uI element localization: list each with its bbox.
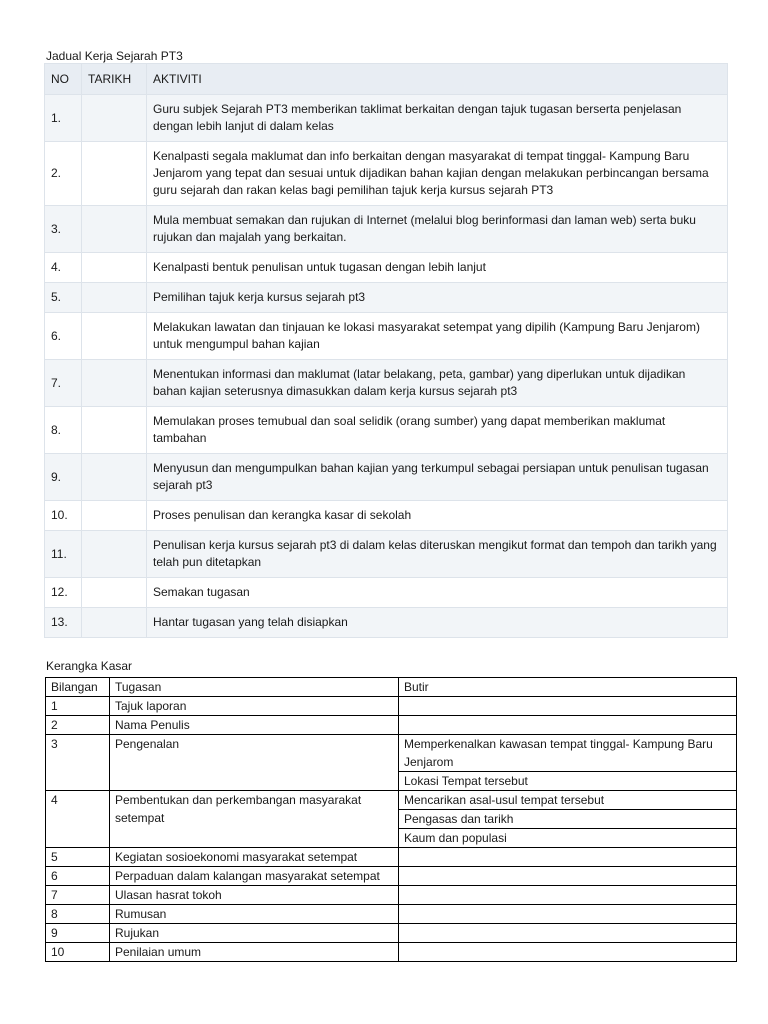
outline-cell-no: 4 xyxy=(46,791,110,848)
outline-cell-tugasan: Nama Penulis xyxy=(110,716,399,735)
outline-cell-tugasan: Rujukan xyxy=(110,924,399,943)
outline-cell-no: 9 xyxy=(46,924,110,943)
outline-row xyxy=(46,791,737,810)
outline-cell-butir: Memperkenalkan kawasan tempat tinggal- Kampung Baru Jenjarom xyxy=(399,735,737,772)
outline-cell-tugasan: Pengenalan xyxy=(110,735,399,791)
outline-cell-tugasan: Kegiatan sosioekonomi masyarakat setempat xyxy=(110,848,399,867)
schedule-cell-no: 6. xyxy=(45,313,82,360)
outline-cell-tugasan: Penilaian umum xyxy=(110,943,399,962)
schedule-row xyxy=(45,608,728,638)
outline-cell-butir xyxy=(399,697,737,716)
schedule-cell-tarikh xyxy=(82,578,147,608)
header-no: NO xyxy=(45,64,82,95)
outline-row xyxy=(46,905,737,924)
outline-cell-tugasan: Tajuk laporan xyxy=(110,697,399,716)
schedule-cell-tarikh xyxy=(82,206,147,253)
schedule-header-row xyxy=(45,64,728,95)
outline-row xyxy=(46,697,737,716)
schedule-cell-aktiviti: Kenalpasti segala maklumat dan info berkaitan dengan masyarakat di tempat tinggal- Kampung Baru Jenjarom yang tepat dan sesuai untuk dijadikan bahan kajian dengan melakukan perbincangan bersama guru sejarah dan rakan kelas bagi pemilihan tajuk kerja kursus sejarah PT3 xyxy=(147,142,728,206)
outline-row xyxy=(46,924,737,943)
outline-header-row xyxy=(46,678,737,697)
header-aktiviti: AKTIVITI xyxy=(147,64,728,95)
schedule-row xyxy=(45,95,728,142)
schedule-row xyxy=(45,253,728,283)
schedule-cell-tarikh xyxy=(82,454,147,501)
schedule-row xyxy=(45,578,728,608)
outline-cell-no: 3 xyxy=(46,735,110,791)
schedule-row xyxy=(45,454,728,501)
outline-row xyxy=(46,735,737,772)
outline-cell-butir: Mencarikan asal-usul tempat tersebut xyxy=(399,791,737,810)
schedule-cell-tarikh xyxy=(82,253,147,283)
schedule-row xyxy=(45,313,728,360)
schedule-cell-no: 10. xyxy=(45,501,82,531)
outline-cell-butir: Pengasas dan tarikh xyxy=(399,810,737,829)
outline-row xyxy=(46,848,737,867)
header-butir: Butir xyxy=(399,678,737,697)
schedule-title: Jadual Kerja Sejarah PT3 xyxy=(46,49,183,63)
outline-cell-no: 8 xyxy=(46,905,110,924)
schedule-cell-tarikh xyxy=(82,531,147,578)
outline-cell-tugasan: Perpaduan dalam kalangan masyarakat setempat xyxy=(110,867,399,886)
outline-row xyxy=(46,943,737,962)
schedule-cell-no: 8. xyxy=(45,407,82,454)
outline-cell-butir xyxy=(399,905,737,924)
schedule-table-body xyxy=(45,64,728,638)
outline-table xyxy=(45,677,737,962)
header-tarikh: TARIKH xyxy=(82,64,147,95)
schedule-cell-aktiviti: Pemilihan tajuk kerja kursus sejarah pt3 xyxy=(147,283,728,313)
schedule-cell-tarikh xyxy=(82,407,147,454)
schedule-cell-aktiviti: Guru subjek Sejarah PT3 memberikan taklimat berkaitan dengan tajuk tugasan berserta penjelasan dengan lebih lanjut di dalam kelas xyxy=(147,95,728,142)
outline-cell-tugasan: Pembentukan dan perkembangan masyarakat setempat xyxy=(110,791,399,848)
schedule-cell-tarikh xyxy=(82,95,147,142)
schedule-cell-aktiviti: Penulisan kerja kursus sejarah pt3 di dalam kelas diteruskan mengikut format dan tempoh dan tarikh yang telah pun ditetapkan xyxy=(147,531,728,578)
outline-cell-butir xyxy=(399,943,737,962)
outline-cell-no: 1 xyxy=(46,697,110,716)
schedule-cell-aktiviti: Melakukan lawatan dan tinjauan ke lokasi masyarakat setempat yang dipilih (Kampung Baru Jenjarom) untuk mengumpul bahan kajian xyxy=(147,313,728,360)
schedule-row xyxy=(45,407,728,454)
schedule-cell-aktiviti: Memulakan proses temubual dan soal selidik (orang sumber) yang dapat memberikan maklumat tambahan xyxy=(147,407,728,454)
outline-cell-no: 6 xyxy=(46,867,110,886)
schedule-cell-aktiviti: Menentukan informasi dan maklumat (latar belakang, peta, gambar) yang diperlukan untuk dijadikan bahan kajian seterusnya dimasukkan dalam kerja kursus sejarah pt3 xyxy=(147,360,728,407)
schedule-cell-no: 1. xyxy=(45,95,82,142)
outline-cell-butir xyxy=(399,848,737,867)
schedule-cell-no: 4. xyxy=(45,253,82,283)
schedule-row xyxy=(45,501,728,531)
outline-cell-tugasan: Rumusan xyxy=(110,905,399,924)
outline-table-body xyxy=(46,678,737,962)
outline-cell-butir: Kaum dan populasi xyxy=(399,829,737,848)
schedule-cell-aktiviti: Mula membuat semakan dan rujukan di Internet (melalui blog berinformasi dan laman web) serta buku rujukan dan majalah yang berkaitan. xyxy=(147,206,728,253)
outline-title: Kerangka Kasar xyxy=(46,659,133,673)
schedule-row xyxy=(45,531,728,578)
schedule-cell-no: 12. xyxy=(45,578,82,608)
outline-cell-no: 2 xyxy=(46,716,110,735)
schedule-cell-tarikh xyxy=(82,142,147,206)
schedule-cell-no: 13. xyxy=(45,608,82,638)
outline-cell-butir: Lokasi Tempat tersebut xyxy=(399,772,737,791)
header-tugasan: Tugasan xyxy=(110,678,399,697)
schedule-cell-aktiviti: Kenalpasti bentuk penulisan untuk tugasan dengan lebih lanjut xyxy=(147,253,728,283)
outline-cell-butir xyxy=(399,924,737,943)
schedule-cell-tarikh xyxy=(82,313,147,360)
outline-cell-butir xyxy=(399,716,737,735)
outline-cell-no: 10 xyxy=(46,943,110,962)
schedule-cell-no: 3. xyxy=(45,206,82,253)
schedule-cell-aktiviti: Proses penulisan dan kerangka kasar di sekolah xyxy=(147,501,728,531)
schedule-cell-tarikh xyxy=(82,283,147,313)
schedule-row xyxy=(45,206,728,253)
schedule-cell-tarikh xyxy=(82,608,147,638)
header-bilangan: Bilangan xyxy=(46,678,110,697)
schedule-cell-aktiviti: Menyusun dan mengumpulkan bahan kajian yang terkumpul sebagai persiapan untuk penulisan tugasan sejarah pt3 xyxy=(147,454,728,501)
outline-row xyxy=(46,716,737,735)
schedule-cell-no: 7. xyxy=(45,360,82,407)
schedule-cell-no: 9. xyxy=(45,454,82,501)
outline-cell-butir xyxy=(399,886,737,905)
schedule-cell-no: 2. xyxy=(45,142,82,206)
schedule-cell-tarikh xyxy=(82,501,147,531)
outline-cell-no: 5 xyxy=(46,848,110,867)
outline-row xyxy=(46,867,737,886)
outline-cell-butir xyxy=(399,867,737,886)
schedule-row xyxy=(45,142,728,206)
schedule-cell-aktiviti: Semakan tugasan xyxy=(147,578,728,608)
schedule-cell-aktiviti: Hantar tugasan yang telah disiapkan xyxy=(147,608,728,638)
schedule-cell-tarikh xyxy=(82,360,147,407)
schedule-cell-no: 11. xyxy=(45,531,82,578)
schedule-table xyxy=(44,63,728,638)
schedule-row xyxy=(45,360,728,407)
schedule-row xyxy=(45,283,728,313)
schedule-cell-no: 5. xyxy=(45,283,82,313)
outline-cell-tugasan: Ulasan hasrat tokoh xyxy=(110,886,399,905)
outline-cell-no: 7 xyxy=(46,886,110,905)
outline-row xyxy=(46,886,737,905)
